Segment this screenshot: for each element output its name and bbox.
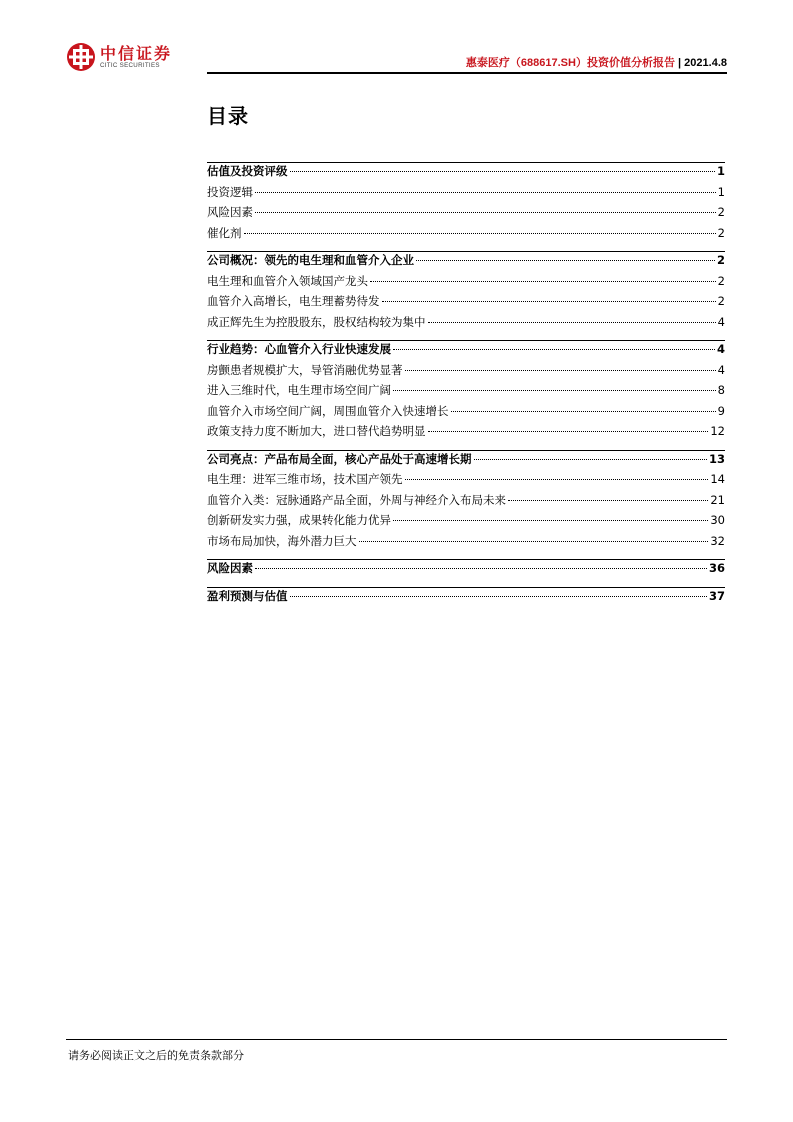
toc-entry-page: 1 <box>716 164 725 178</box>
toc-entry-title: 房颤患者规模扩大，导管消融优势显著 <box>207 362 403 377</box>
brand-name-cn: 中信证券 <box>100 43 173 63</box>
toc-section-entry[interactable] <box>207 560 725 581</box>
citic-logo-icon <box>66 42 96 72</box>
toc-section-entry[interactable] <box>207 341 725 362</box>
toc-entry-title: 血管介入类：冠脉通路产品全面，外周与神经介入布局未来 <box>207 492 506 507</box>
toc-entry-title: 风险因素 <box>207 205 253 219</box>
brand-name-en: CITIC SECURITIES <box>100 61 160 69</box>
toc-entry-page: 4 <box>717 362 725 377</box>
toc-entry-title: 风险因素 <box>207 561 253 575</box>
toc-entry-page: 9 <box>717 403 725 418</box>
toc-title: 目录 <box>207 104 249 128</box>
toc-subsection-entry[interactable] <box>207 512 725 533</box>
toc-entry-page: 36 <box>708 561 725 575</box>
toc-entry-page: 2 <box>717 294 725 308</box>
toc-subsection-entry[interactable] <box>207 362 725 383</box>
toc-section-entry[interactable] <box>207 588 725 609</box>
toc-dot-leader <box>428 322 716 323</box>
toc-entry-title: 电生理：进军三维市场，技术国产领先 <box>207 472 403 486</box>
toc-entry-title: 催化剂 <box>207 225 242 240</box>
report-title: 惠泰医疗（688617.SH）投资价值分析报告 <box>465 57 675 69</box>
toc-entry-title: 血管介入市场空间广阔，周围血管介入快速增长 <box>207 403 449 418</box>
toc-dot-leader <box>290 171 715 172</box>
toc-entry-page: 2 <box>717 225 725 240</box>
toc-subsection-entry[interactable] <box>207 293 725 314</box>
toc-entry-title: 政策支持力度不断加大，进口替代趋势明显 <box>207 424 426 438</box>
footer-disclaimer: 请务必阅读正文之后的免责条款部分 <box>68 1049 244 1062</box>
toc-entry-page: 1 <box>717 184 725 199</box>
toc-entry-title: 投资逻辑 <box>207 184 253 199</box>
toc-dot-leader <box>393 520 708 521</box>
toc-entry-page: 8 <box>717 383 725 397</box>
toc-dot-leader <box>244 233 716 234</box>
toc-subsection-entry[interactable] <box>207 314 725 335</box>
toc-subsection-entry[interactable] <box>207 184 725 205</box>
toc-dot-leader <box>255 212 716 213</box>
report-header <box>466 54 727 70</box>
header-separator: | <box>678 57 682 69</box>
toc-entry-title: 市场布局加快，海外潜力巨大 <box>207 533 357 548</box>
toc-dot-leader <box>451 411 716 412</box>
toc-entry-page: 2 <box>716 253 725 267</box>
toc-entry-page: 4 <box>717 314 725 329</box>
footer-rule <box>66 1039 727 1040</box>
toc-entry-page: 32 <box>710 533 725 548</box>
toc-section-entry[interactable] <box>207 252 725 273</box>
toc-entry-title: 血管介入高增长，电生理蓄势待发 <box>207 294 380 308</box>
company-logo <box>66 40 172 74</box>
toc-dot-leader <box>393 349 715 350</box>
toc-entry-title: 公司概况：领先的电生理和血管介入企业 <box>207 253 414 267</box>
toc-subsection-entry[interactable] <box>207 225 725 246</box>
toc-entry-page: 21 <box>710 492 725 507</box>
toc-dot-leader <box>255 568 707 569</box>
toc-dot-leader <box>393 390 716 391</box>
toc-dot-leader <box>405 479 709 480</box>
toc-entry-page: 30 <box>710 513 725 527</box>
toc-entry-page: 4 <box>716 342 725 356</box>
toc-subsection-entry[interactable] <box>207 382 725 403</box>
toc-entry-page: 2 <box>717 273 725 288</box>
toc-section-entry[interactable] <box>207 163 725 184</box>
toc-dot-leader <box>255 192 716 193</box>
toc-dot-leader <box>474 459 707 460</box>
toc-dot-leader <box>370 281 716 282</box>
toc-dot-leader <box>405 370 716 371</box>
toc-entry-title: 估值及投资评级 <box>207 164 288 178</box>
toc-entry-title: 进入三维时代，电生理市场空间广阔 <box>207 383 391 397</box>
toc-entry-title: 行业趋势：心血管介入行业快速发展 <box>207 342 391 356</box>
toc-subsection-entry[interactable] <box>207 403 725 424</box>
toc-entry-page: 14 <box>710 472 725 486</box>
toc-entry-page: 12 <box>710 424 725 438</box>
toc-subsection-entry[interactable] <box>207 273 725 294</box>
toc-dot-leader <box>428 431 709 432</box>
toc-subsection-entry[interactable] <box>207 492 725 513</box>
toc-entry-title: 成正辉先生为控股股东，股权结构较为集中 <box>207 314 426 329</box>
toc-entry-title: 盈利预测与估值 <box>207 588 288 603</box>
toc-dot-leader <box>416 260 715 261</box>
toc-subsection-entry[interactable] <box>207 204 725 225</box>
toc-entry-page: 13 <box>708 451 725 466</box>
toc-dot-leader <box>382 301 716 302</box>
toc-entry-title: 创新研发实力强，成果转化能力优异 <box>207 513 391 527</box>
toc-subsection-entry[interactable] <box>207 423 725 444</box>
toc-entry-title: 公司亮点：产品布局全面，核心产品处于高速增长期 <box>207 451 472 466</box>
toc-dot-leader <box>359 541 709 542</box>
toc-subsection-entry[interactable] <box>207 471 725 492</box>
table-of-contents <box>207 162 725 608</box>
toc-subsection-entry[interactable] <box>207 533 725 554</box>
toc-section-entry[interactable] <box>207 451 725 472</box>
toc-entry-page: 37 <box>708 588 725 603</box>
toc-dot-leader <box>290 596 707 597</box>
toc-entry-page: 2 <box>717 205 725 219</box>
report-date: 2021.4.8 <box>684 57 727 69</box>
toc-dot-leader <box>508 500 708 501</box>
header-rule <box>207 72 727 74</box>
toc-entry-title: 电生理和血管介入领域国产龙头 <box>207 273 368 288</box>
